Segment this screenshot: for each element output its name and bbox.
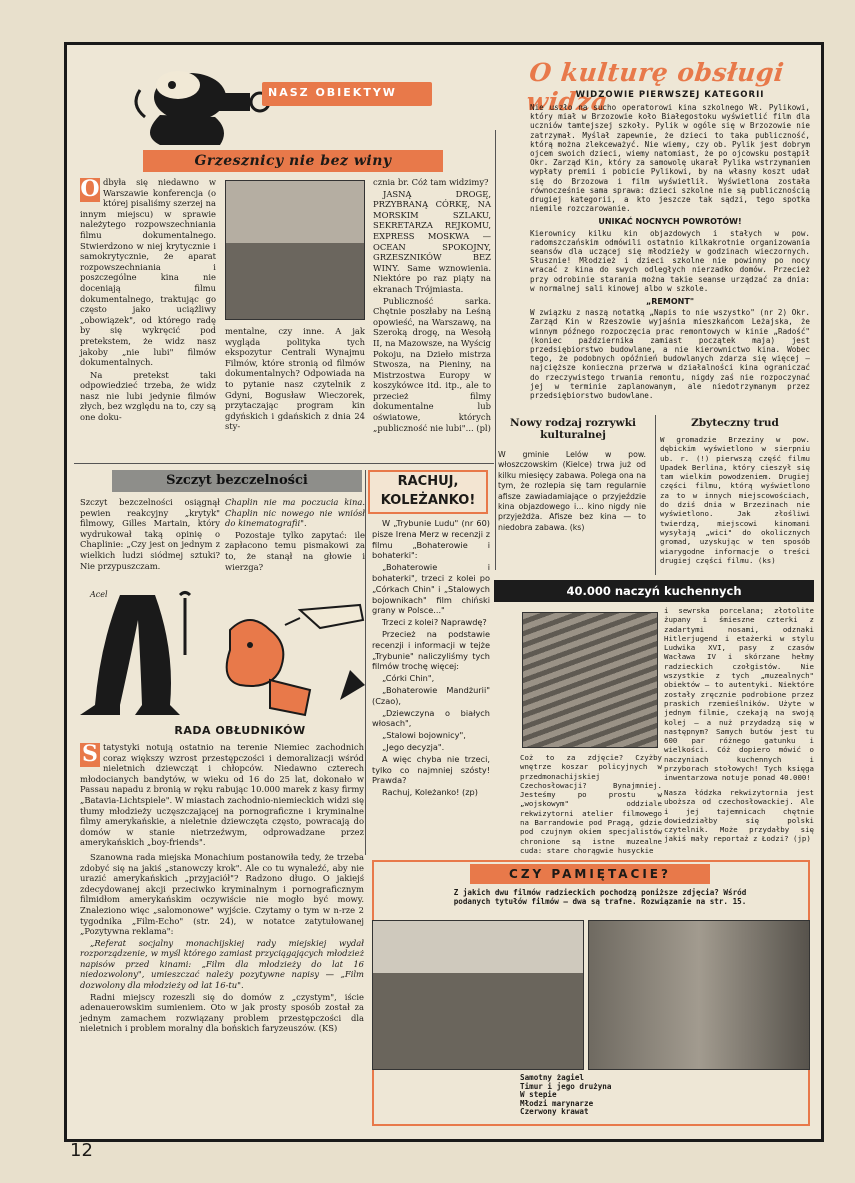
- rada-p3: „Referat socjalny monachijskiej rady miejskiej wydał rozporządzenie, w myśl którego zamiast przyciągających młodzież napisów przed kinami: „Film dla młodzieży do lat 16 niedozwolony", umieszczać należy pozytywne napisy — „Film dozwolony dla młodzieży od lat 16-tu".: [80, 937, 364, 991]
- culture-p2: Kierownicy kilku kin objazdowych i stałych w pow. radomszczańskim odmówili ostatnio kilkakrotnie organizowania seansów dla uczącej się młodzieży w godzinach wieczornych. Słusznie! Młodzież i dzieci szkolne nie powinny po nocy wracać z kina do swych odległych nierzadko domów. Przecież przy odrobinie starania można takie seanse urządzać za dnia: w normalnej sali kinowej albo w szkole.: [530, 228, 810, 293]
- column-rule: [495, 130, 496, 570]
- quiz-option-4: Młodzi marynarze: [520, 1098, 594, 1108]
- quiz-options: [520, 1074, 611, 1117]
- quiz-photo-boy-window: [588, 920, 810, 1070]
- section-label: NASZ OBIEKTYW: [268, 86, 397, 99]
- rachuj-list-5: „Jego decyzja".: [382, 741, 445, 752]
- quiz-question: Z jakich dwu filmów radzieckich pochodzą poniższe zdjęcia? Wśród podanych tytułów filmów — dwa są trafne. Rozwiązanie na str. 15.: [453, 888, 747, 907]
- quiz-photo-boys: [372, 920, 584, 1070]
- rachuj-list-3: „Dziewczyna o białych włosach",: [372, 707, 490, 729]
- szczyt-right-2: Pozostaje tylko zapytać: ile zapłacono temu pismakowi za to, że stanął na głowie i wierzga?: [225, 529, 365, 572]
- chaplin-cartoon: [80, 590, 370, 720]
- grzesznicy-col3: [373, 177, 491, 434]
- column-rule: [365, 470, 366, 855]
- rachuj-title-2: KOLEŻANKO!: [380, 493, 476, 508]
- zbyteczny-title: Zbyteczny trud: [691, 417, 779, 429]
- rachuj-p6: Rachuj, Koleżanko! (zp): [382, 787, 478, 798]
- quiz-option-5: Czerwony krawat: [520, 1107, 589, 1117]
- quiz-title: CZY PAMIĘTACIE?: [509, 867, 671, 881]
- rada-p2: Szanowna rada miejska Monachium postanowiła tedy, że trzeba zdobyć się na jakiś „stanowczy krok". Ale co tu wynaleźć, aby nie urazić amerykańskich „przyjaciół"? Radzono długo. O jakiejś zdecydowanej akcji przeciwko kryminalnym i pornograficznym filmidłom amerykańskim oczywiście nie mogło być mowy. Znaleziono więc „salomonowe" wyjście. Czytamy o tym w n-rze 2 tygodnika „Film-Echo" (str. 24), w notatce zatytułowanej „Pozytywna reklama":: [80, 851, 364, 937]
- rada-title: RADA OBŁUDNIKÓW: [174, 724, 306, 737]
- grzesznicy-col3-b: JASNĄ DROGĘ, PRZYBRANĄ CÓRKĘ, NA MORSKIM SZLAKU, SEKRETARZA REJKOMU, EXPRESS MOSKWA — OCEAN SPOKOJNY, GRZESZNIKÓW BEZ WINY. Same wznowienia. Niektóre po raz piąty na ekranach Trójmiasta.: [373, 188, 491, 294]
- culture-p3: W związku z naszą notatką „Napis to nie wszystko" (nr 2) Okr. Zarząd Kin w Rzeszowie wyjaśnia mieszkańcom Leżajska, że winnym późnego rozpoczęcia prac remontowych w kinie „Radość" (koniec października zamiast początek maja) jest przedsiębiorstwo budowlane, a nie kierownictwo kina. Wobec tego, że podobnych opóźnień budowlanych zdarza się więcej — najcięższe konieczna przerwa w działalności kina ograniczać do rzeczywistego trwania remontu, nigdy zaś nie rozpoczynać jej w terminie zaplanowanym, ale niedotrzymanym przez przedsiębiorstwo budowlane.: [530, 308, 810, 401]
- subhead-3: „REMONT": [646, 297, 694, 307]
- naczyn-title: 40.000 naczyń kuchennych: [566, 584, 742, 598]
- quiz-option-2: Timur i jego drużyna: [520, 1081, 612, 1091]
- quiz-option-3: W stepie: [520, 1090, 557, 1100]
- rachuj-column: [372, 518, 490, 799]
- rachuj-title: [368, 472, 488, 510]
- culture-p1: Nie uszło na sucho operatorowi kina szkolnego Wł. Pylikowi, który miał w Brzozowie koło Białegostoku wyświetlić film dla uczniów tamtejszej szkoły. Pylik w ogóle się w Brzozowie nie zatrzymał. Myślał zapewnie, że dzieci to taka publiczność, którą można zlekceważyć. Nie wiemy, czy ob. Pylik jest dobrym ojcem swoich dzieci, wiemy natomiast, że po ojcowsku postąpił Okr. Zarząd Kin, który za samowolę ukarał Pylika wstrzymaniem wypłaty premii i pobicie Pylikowi, by na własny koszt udał się do Brzozowa i film wyświetlił. Wyświetlona została równocześnie sama sprawa: dzieci szkolne nie są publicznością drugiej kategorii, a kto jeszcze tak sądzi, tego spotka niemile rozczarowanie.: [530, 103, 810, 214]
- naczyn-top-text: i sewrska porcelana; złotolite żupany i śmieszne czterki z zadartymi nosami, odznaki Hitlerjugend i etażerki w stylu Ludwika XVI, pasy z czasów Wacława IV i skórzane hełmy radzieckich czołgistów. Nie wszystkie z tych „muzealnych" obiektów — to autentyki. Niektóre zostały zręcznie podrobione przez praskich rzemieślników. Użyte w jednym filmie, czekają na swoją kolej — a nuż przydadzą się w następnym? Samych butów jest tu 600 par różnego gatunku i wielkości. Cóż dopiero mówić o naczyniach kuchennych i przyborach stołowych! Tych księga inwentarzowa notuje ponad 40.000!: [664, 606, 814, 783]
- grzesznicy-photo: [225, 180, 365, 320]
- rachuj-list-2: „Bohaterowie Mandżurii" (Czao),: [372, 684, 490, 706]
- page-number: 12: [70, 1140, 93, 1161]
- nowy-title: Nowy rodzaj rozrywki kulturalnej: [510, 417, 636, 441]
- rachuj-p3: Trzeci z kolei? Naprawdę?: [382, 617, 487, 628]
- grzesznicy-col2: mentalne, czy inne. A jak wygląda polityka tych ekspozytur Centrali Wynajmu Filmów, które stronią od filmów dokumentalnych? Odpowiada na to pytanie nasz czytelnik z Gdyni, Bogusław Wieczorek, przytaczając program kin gdyńskich i gdańskich z dnia 24 sty-: [225, 326, 365, 432]
- rachuj-list-1: „Córki Chin",: [382, 673, 435, 684]
- rachuj-title-1: RACHUJ,: [397, 474, 459, 489]
- culture-column: [530, 103, 810, 401]
- grzesznicy-col1b: Na pretekst taki odpowiedzieć trzeba, że widz nasz nie lubi jedynie filmów złych, bez względu na to, czy są one doku-: [80, 369, 216, 423]
- main-title: O kulturę obsługi widza: [524, 58, 786, 116]
- row-rule: [74, 463, 494, 464]
- rachuj-p5: A więc chyba nie trzeci, tylko co najmniej szósty! Prawda?: [372, 753, 490, 786]
- subhead-2: UNIKAĆ NOCNYCH POWROTÓW!: [598, 217, 742, 227]
- naczyn-right-text: Nasza łódzka rekwizytornia jest uboższa od czechosłowackiej. Ale i jej tajemnicach chętnie dowiedziałby się polski czytelnik. Może przydałby się jakiś mały reportaż z Łodzi? (jp): [664, 788, 814, 844]
- zbyteczny-text: W gromadzie Brzeziny w pow. dębickim wyświetlono w sierpniu ub. r. (!) pierwszą część filmu Upadek Berlina, który cieszył się tam wielkim powodzeniem. Drugiej części filmu, którą wyświetlono za to w innych miejscowościach, do dziś dnia w Brzezinach nie wyświetlono. Jak złośliwi twierdzą, miejscowi kinomani wysyłają „wici" do okolicznych gromad, uzyskując w ten sposób wiarygodne informacje o treści drugiej części filmu. (ks): [660, 435, 810, 565]
- szczyt-title: Szczyt bezczelności: [166, 473, 308, 488]
- rada-p1: tatystyki notują ostatnio na terenie Niemiec zachodnich coraz większy wzrost przestępczości i demoralizacji wśród nieletnich dziewcząt i chłopców. Niedawno czterech młodocianych bandytów, w wieku od 16 do 25 lat, dokonało w Passau napadu z bronią w ręku rabując 10.000 marek z kasy firmy „Batavia-Lichtspiele". W miastach zachodnio-niemieckich widzi się tłumy młodzieży uczęszczającej na pornograficzne i kryminalne filmy amerykańskie, a nieletnie dziewczęta często, powracają do domów w stanie nietrzeźwym, odprowadzane przez amerykańskich „boy-friends".: [80, 742, 364, 848]
- rachuj-p1: W „Trybunie Ludu" (nr 60) pisze Irena Merz w recenzji z filmu „Bohaterowie i bohaterki":: [372, 518, 490, 561]
- grzesznicy-col1: [80, 177, 216, 424]
- camera-man-cartoon: [120, 55, 270, 150]
- szczyt-left: Szczyt bezczelności osiągnął pewien reakcyjny „krytyk" filmowy, Gilles Martain, który wydrukował taką opinię o Chaplinie: „Czy jest on jednym z wielkich ludzi siódmej sztuki? Nie przypuszczam.: [80, 497, 220, 571]
- kitchenware-photo: [522, 612, 658, 748]
- column-rule: [655, 415, 656, 575]
- grzesznicy-col1-text: dbyła się niedawno w Warszawie konferencja (o której pisaliśmy szerzej na innym miejscu) w sprawie należytego rozpowszechniania filmu dokumentalnego. Stwierdzono w niej krytycznie i samokrytycznie, że aparat rozpowszechniania i poszczególne kina nie doceniają filmu dokumentalnego, traktując go często jako uciążliwy „obowiązek", od którego radę by się wykręcić pod pretekstem, że widz nasz jakoby „nie lubi" filmów dokumentalnych.: [80, 177, 216, 368]
- cartoon-signature: Acel: [90, 590, 108, 599]
- grzesznicy-col3-c: Publiczność sarka. Chętnie poszłaby na Leśną opowieść, na Warszawę, na Szeroką drogę, na Wesołą II, na Mazowsze, na Wyścig Pokoju, na Dzieło mistrza Stwosza, na Pieniny, na Mistrzostwa Europy w koszykówce itd. itp., ale to przecież filmy dokumentalne lub oświatowe, których „publiczność nie lubi"... (pl): [373, 295, 491, 433]
- szczyt-right: [225, 497, 365, 573]
- rachuj-list-4: „Stalowi bojownicy",: [382, 730, 466, 741]
- nowy-text: W gminie Lelów w pow. włoszczowskim (Kielce) trwa już od kilku miesięcy zabawa. Polega ona na tym, że rozlepia się tam regularnie afisze zawiadamiające o przyjeździe kina objazdowego i... kino nigdy nie przyjeżdża. Afisze bez kina — to niedobra zabawa. (ks): [498, 450, 646, 532]
- rachuj-p2: „Bohaterowie i bohaterki", trzeci z kolei po „Córkach Chin" i „Stalowych bojownikach" film chiński grany w Polsce...": [372, 562, 490, 616]
- grzesznicy-col3-a: cznia br. Cóż tam widzimy?: [373, 177, 489, 187]
- drop-cap-o: O: [80, 176, 100, 202]
- grzesznicy-title: Grzesznicy nie bez winy: [194, 153, 392, 169]
- quiz-option-1: Samotny żagiel: [520, 1073, 585, 1082]
- naczyn-left-text: Coż to za zdjęcie? Czyżby wnętrze koszar policyjnych w przedmonachijskiej Czechosłowacji? Bynajmniej. Jesteśmy po prostu w „wojskowym" oddziale rekwizytorni atelier filmowego na Barrandowie pod Pragą, gdzie pod czujnym okiem specjalistów chronione są istne muzealne cuda: stare chorągwie husyckie: [520, 753, 662, 855]
- rachuj-p4: Przecież na podstawie recenzji i informacji w tejże „Trybunie" naliczyliśmy tych filmów trochę więcej:: [372, 628, 490, 672]
- rada-column: [80, 742, 364, 1035]
- drop-cap-s: S: [80, 743, 100, 767]
- rada-p4: Radni miejscy rozeszli się do domów z „czystym", iście adenauerowskim sumieniem. Oto w jak prosty sposób został za jednym zamachem rozwiązany problem przestępczości dla nieletnich i problem moralny dla bońskich faryzeuszów. (KS): [80, 991, 364, 1034]
- szczyt-right-1: Chaplin nie ma poczucia kina. Chaplin nic nowego nie wniósł do kinematografii".: [225, 497, 365, 529]
- subhead-1: WIDZOWIE PIERWSZEJ KATEGORII: [575, 90, 765, 100]
